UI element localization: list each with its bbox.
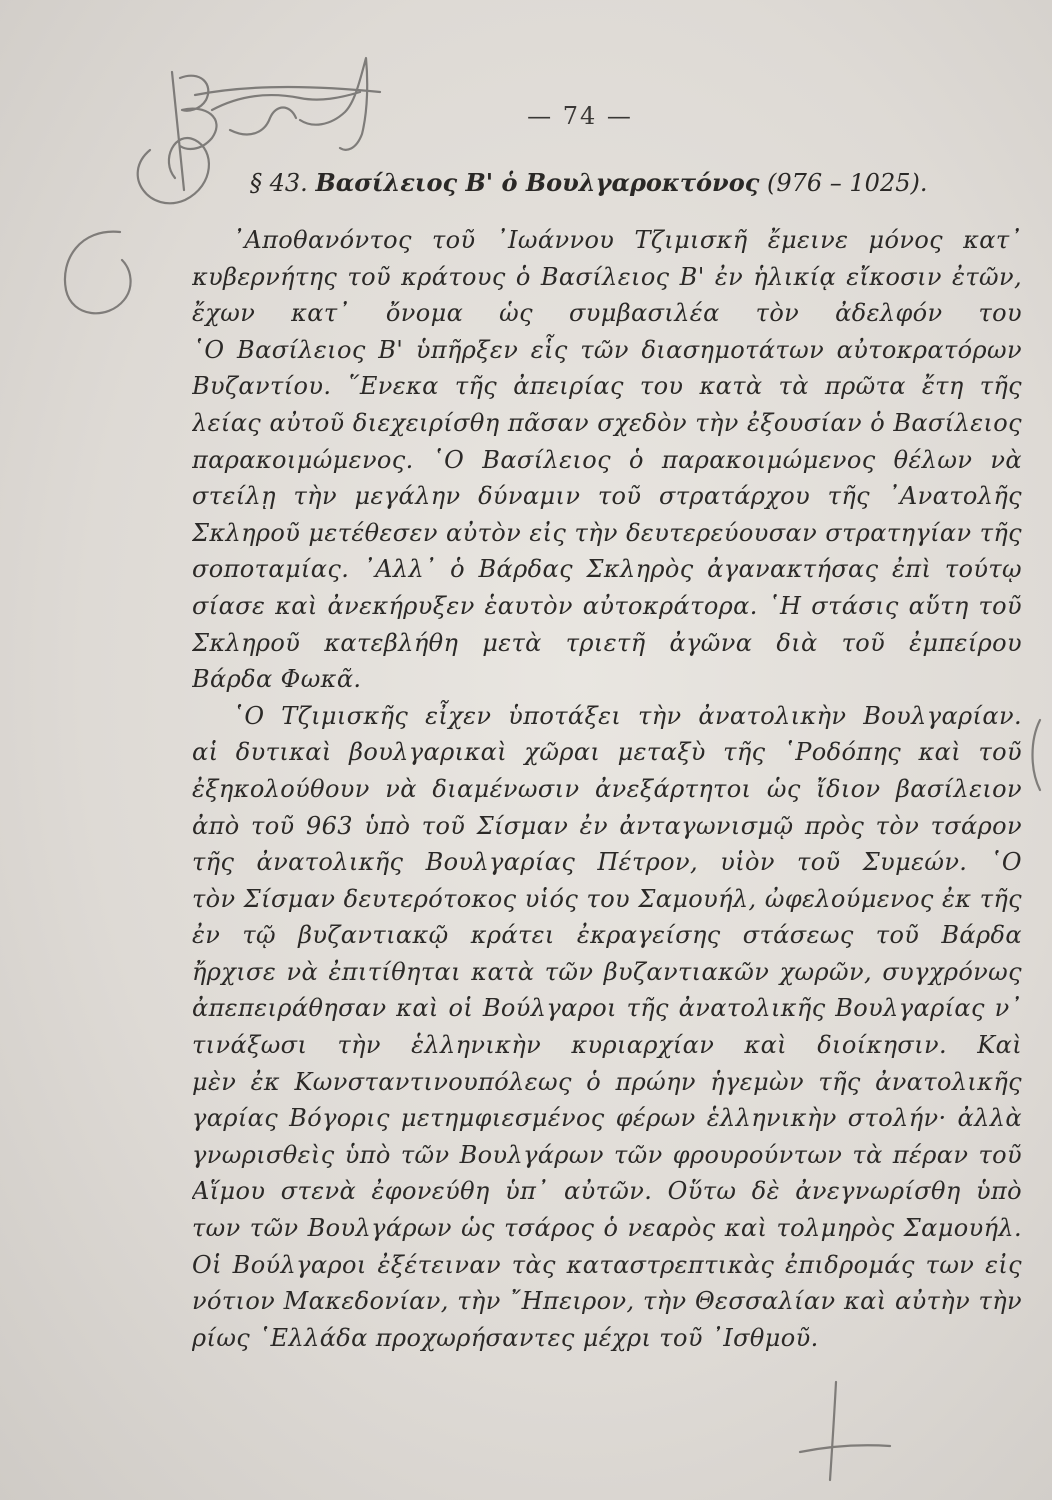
text-line: Οἱ Βούλγαροι ἐξέτειναν τὰς καταστρεπτικὰς ἐπιδρομάς των εἰς <box>192 1250 1022 1279</box>
section-heading <box>250 168 1010 197</box>
text-line: Βάρδα Φωκᾶ. <box>192 665 362 694</box>
text-line: ἤρχισε νὰ ἐπιτίθηται κατὰ τῶν βυζαντιακῶν χωρῶν, συγχρόνως <box>192 957 1022 986</box>
text-line: ᾿Αποθανόντος τοῦ ᾿Ιωάννου Τζιμισκῆ ἔμεινε μόνος κατ᾿ <box>232 226 1022 254</box>
text-line: παρακοιμώμενος. ῾Ο Βασίλειος ὁ παρακοιμώμενος θέλων νὰ <box>192 445 1022 474</box>
text-line: στείλῃ τὴν μεγάλην δύναμιν τοῦ στρατάρχου τῆς ᾿Ανατολῆς <box>192 482 1022 511</box>
text-line: ἔχων κατ᾿ ὄνομα ὡς συμβασιλέα τὸν ἀδελφόν του <box>192 299 1022 328</box>
text-line: ῾Ο Βασίλειος Β' ὑπῆρξεν εἷς τῶν διασημοτάτων αὐτοκρατόρων <box>192 335 1022 364</box>
text-line: τὸν Σίσμαν δευτερότοκος υἱός του Σαμουήλ, ὠφελούμενος ἐκ τῆς <box>192 884 1022 913</box>
text-line: ἐν τῷ βυζαντιακῷ κράτει ἐκραγείσης στάσεως τοῦ Βάρδα <box>192 921 1022 950</box>
text-line: των τῶν Βουλγάρων ὡς τσάρος ὁ νεαρὸς καὶ τολμηρὸς Σαμουήλ. <box>192 1214 1022 1243</box>
text-line: ρίως ῾Ελλάδα προχωρήσαντες μέχρι τοῦ ᾿Ισθμοῦ. <box>192 1323 819 1352</box>
text-line: αἱ δυτικαὶ βουλγαρικαὶ χῶραι μεταξὺ τῆς ῾Ροδόπης καὶ τοῦ <box>192 738 1022 767</box>
text-line: νότιον Μακεδονίαν, τὴν ῎Ηπειρον, τὴν Θεσσαλίαν καὶ αὐτὴν τὴν <box>192 1287 1022 1316</box>
text-line: ῾Ο Τζιμισκῆς εἶχεν ὑποτάξει τὴν ἀνατολικὴν Βουλγαρίαν. <box>232 701 1022 730</box>
section-number: § 43. <box>250 169 308 197</box>
text-line: σίασε καὶ ἀνεκήρυξεν ἑαυτὸν αὐτοκράτορα. ῾Η στάσις αὕτη τοῦ <box>192 591 1022 620</box>
text-line: τινάξωσι τὴν ἑλληνικὴν κυριαρχίαν καὶ διοίκησιν. Καὶ <box>192 1031 1022 1060</box>
text-line: γαρίας Βόγορις μετημφιεσμένος φέρων ἑλληνικὴν στολήν· ἀλλὰ <box>192 1104 1022 1133</box>
text-line: Σκληροῦ μετέθεσεν αὐτὸν εἰς τὴν δευτερεύουσαν στρατηγίαν τῆς <box>192 518 1022 547</box>
page-number: — 74 — <box>527 102 633 130</box>
section-title: Βασίλειος Β' ὁ Βουλγαροκτόνος <box>315 168 760 197</box>
paragraph <box>192 222 1022 698</box>
text-line: ἀπὸ τοῦ 963 ὑπὸ τοῦ Σίσμαν ἐν ἀνταγωνισμῷ πρὸς τὸν τσάρον <box>192 811 1022 840</box>
text-line: τῆς ἀνατολικῆς Βουλγαρίας Πέτρον, υἱὸν τοῦ Συμεών. ῾Ο <box>192 848 1022 877</box>
section-years: (976 – 1025). <box>766 169 928 197</box>
text-line: Σκληροῦ κατεβλήθη μετὰ τριετῆ ἀγῶνα διὰ τοῦ ἐμπείρου <box>192 628 1022 657</box>
text-line: ἀπεπειράθησαν καὶ οἱ Βούλγαροι τῆς ἀνατολικῆς Βουλγαρίας ν᾿ <box>192 994 1022 1023</box>
text-line: σοποταμίας. ᾿Αλλ᾿ ὁ Βάρδας Σκληρὸς ἀγανακτήσας ἐπὶ τούτῳ <box>192 555 1022 584</box>
body-text <box>192 222 1022 1356</box>
text-line: λείας αὐτοῦ διεχειρίσθη πᾶσαν σχεδὸν τὴν ἐξουσίαν ὁ Βασίλειος <box>192 408 1022 437</box>
text-line: κυβερνήτης τοῦ κράτους ὁ Βασίλειος Β' ἐν ἡλικίᾳ εἴκοσιν ἐτῶν, <box>192 262 1022 291</box>
text-line: μὲν ἐκ Κωνσταντινουπόλεως ὁ πρώην ἡγεμὼν τῆς ἀνατολικῆς <box>192 1067 1022 1096</box>
text-line: ἐξηκολούθουν νὰ διαμένωσιν ἀνεξάρτητοι ὡς ἴδιον βασίλειον <box>192 774 1022 803</box>
text-line: Βυζαντίου. ῞Ενεκα τῆς ἀπειρίας του κατὰ τὰ πρῶτα ἔτη τῆς <box>192 372 1022 401</box>
text-line: Αἵμου στενὰ ἐφονεύθη ὑπ᾿ αὐτῶν. Οὕτω δὲ ἀνεγνωρίσθη ὑπὸ <box>192 1177 1022 1206</box>
text-line: γνωρισθεὶς ὑπὸ τῶν Βουλγάρων τῶν φρουρούντων τὰ πέραν τοῦ <box>192 1140 1022 1169</box>
paragraph <box>192 698 1022 1357</box>
